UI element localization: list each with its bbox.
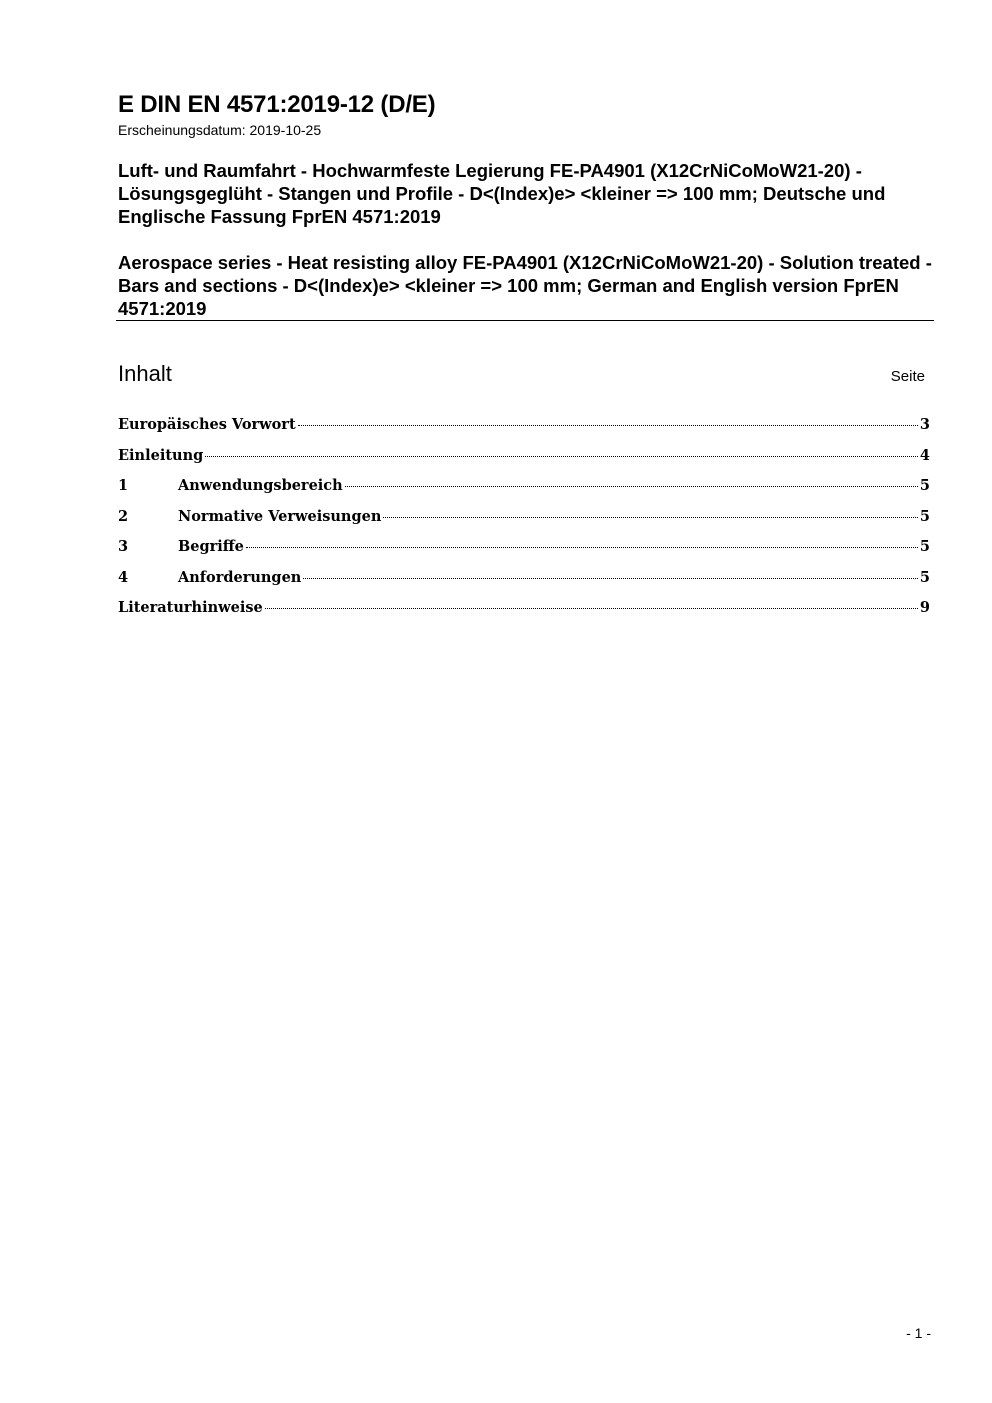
- toc-dot-leader: [205, 456, 918, 457]
- toc-entry[interactable]: [118, 508, 930, 539]
- toc-entry-page[interactable]: 3: [919, 416, 930, 433]
- toc-dot-leader: [345, 486, 918, 487]
- title-german: Luft- und Raumfahrt - Hochwarmfeste Legierung FE-PA4901 (X12CrNiCoMoW21-20) - Lösungsgeglüht - Stangen und Profile - D<(Index)e> <kleiner => 100 mm; Deutsche und Englische Fassung FprEN 4571:2019: [118, 160, 886, 227]
- toc-entry-number: 3: [118, 538, 129, 555]
- header-divider: [116, 320, 934, 321]
- toc-entry-title[interactable]: Europäisches Vorwort: [118, 416, 296, 433]
- toc-entry-title[interactable]: Literaturhinweise: [118, 599, 263, 616]
- toc-entry[interactable]: [118, 569, 930, 600]
- publication-date: Erscheinungsdatum: 2019-10-25: [118, 122, 322, 138]
- toc-dot-leader: [298, 425, 918, 426]
- toc-entry-title[interactable]: Begriffe: [178, 538, 244, 555]
- toc-entry[interactable]: [118, 477, 930, 508]
- toc-dot-leader: [383, 517, 918, 518]
- toc-entry-page[interactable]: 5: [919, 507, 930, 525]
- toc-entry-number: 1: [118, 477, 129, 494]
- toc-entry-title[interactable]: Einleitung: [118, 446, 204, 464]
- toc-entry-number: 4: [118, 568, 129, 586]
- toc-entry[interactable]: [118, 447, 930, 478]
- toc-entry-number: 2: [118, 507, 129, 525]
- toc-entry-title[interactable]: Normative Verweisungen: [178, 507, 382, 525]
- toc-entry-title[interactable]: Anforderungen: [178, 568, 302, 586]
- toc-dot-leader: [265, 608, 918, 609]
- toc-entry[interactable]: [118, 416, 930, 447]
- toc-entry-page[interactable]: 4: [919, 446, 930, 464]
- toc-page-label: Seite: [890, 368, 925, 385]
- toc-entry-page[interactable]: 5: [919, 538, 930, 555]
- page-number: - 1 -: [906, 1325, 931, 1341]
- toc-entry[interactable]: [118, 599, 930, 630]
- table-of-contents: [118, 416, 930, 630]
- toc-entry-page[interactable]: 9: [919, 599, 930, 616]
- toc-entry[interactable]: [118, 538, 930, 569]
- title-english: Aerospace series - Heat resisting alloy FE-PA4901 (X12CrNiCoMoW21-20) - Solution treated - Bars and sections - D<(Index)e> <kleiner => 100 mm; German and English version FprEN 4571:2019: [118, 252, 932, 319]
- toc-entry-page[interactable]: 5: [919, 477, 930, 494]
- toc-entry-page[interactable]: 5: [919, 568, 930, 586]
- toc-heading: Inhalt: [118, 361, 172, 386]
- toc-entry-title[interactable]: Anwendungsbereich: [178, 477, 343, 494]
- document-id: E DIN EN 4571:2019-12 (D/E): [118, 91, 436, 118]
- toc-dot-leader: [246, 547, 918, 548]
- toc-dot-leader: [303, 578, 918, 579]
